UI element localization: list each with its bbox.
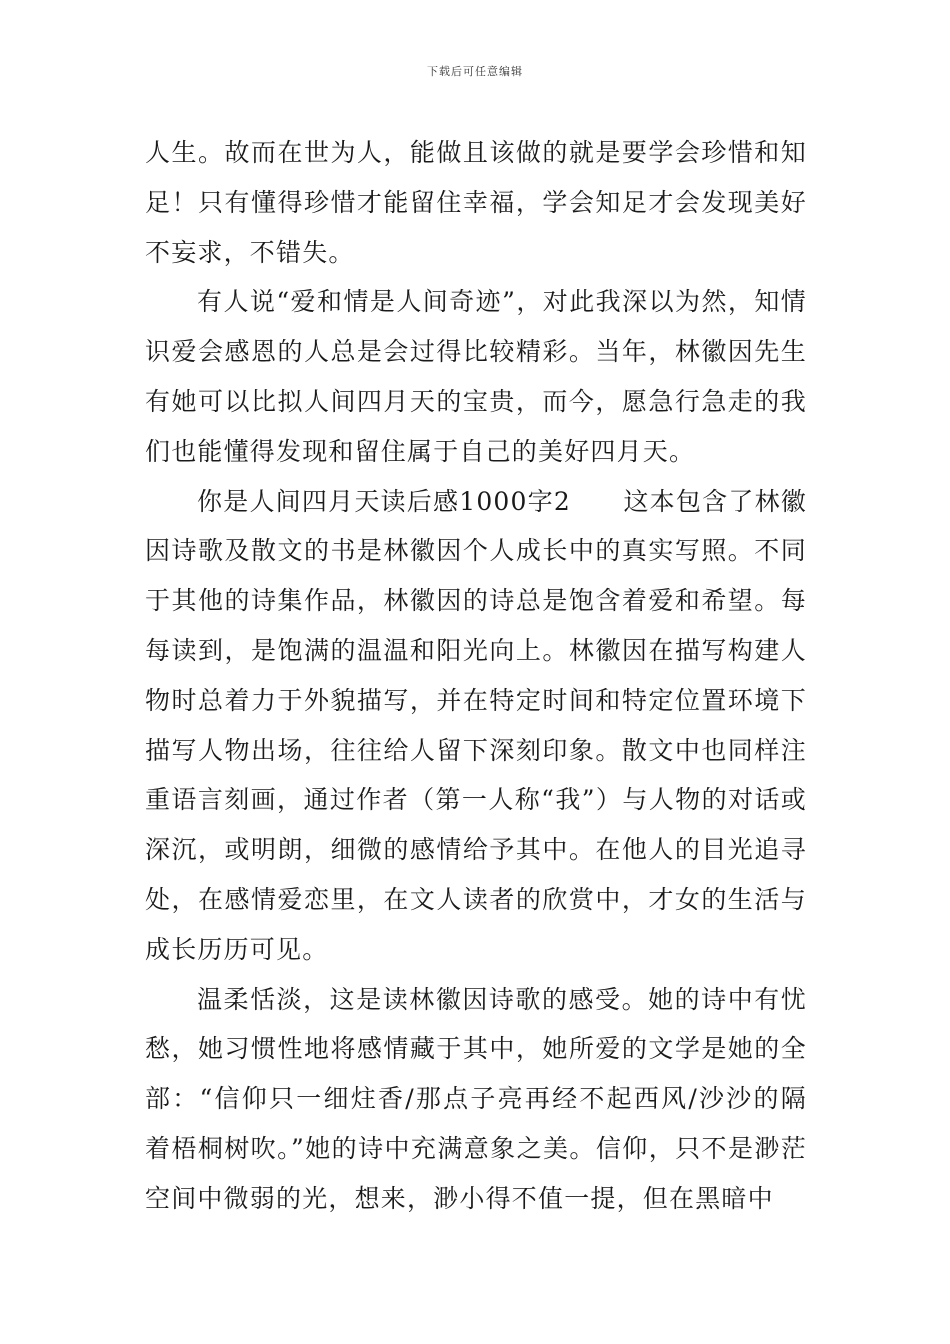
paragraph: 你是人间四月天读后感1000字2 这本包含了林徽因诗歌及散文的书是林徽因个人成长中的真实写照。不同于其他的诗集作品，林徽因的诗总是饱含着爱和希望。每每读到，是饱满的温温和阳光向上。林徽因在描写构建人物时总着力于外貌描写，并在特定时间和特定位置环境下描写人物出场，往往给人留下深刻印象。散文中也同样注重语言刻画，通过作者（第一人称“我”）与人物的对话或深沉，或明朗，细微的感情给予其中。在他人的目光追寻处，在感情爱恋里，在文人读者的欣赏中，才女的生活与成长历历可见。 <box>145 486 807 964</box>
paragraph: 温柔恬淡，这是读林徽因诗歌的感受。她的诗中有忧愁，她习惯性地将感情藏于其中，她所爱的文学是她的全部：“信仰只一细炷香/那点子亮再经不起西风/沙沙的隔着梧桐树吹。”她的诗中充满意象之美。信仰，只不是渺茫空间中微弱的光，想来，渺小得不值一提，但在黑暗中 <box>145 984 807 1213</box>
document-body <box>145 128 807 1224</box>
paragraph: 有人说“爱和情是人间奇迹”，对此我深以为然，知情识爱会感恩的人总是会过得比较精彩。当年，林徽因先生有她可以比拟人间四月天的宝贵，而今，愿急行急走的我们也能懂得发现和留住属于自己的美好四月天。 <box>145 287 807 466</box>
page-header: 下载后可任意编辑 <box>427 65 523 78</box>
paragraph-continuation: 人生。故而在世为人，能做且该做的就是要学会珍惜和知足！只有懂得珍惜才能留住幸福，学会知足才会发现美好不妄求，不错失。 <box>145 138 807 267</box>
